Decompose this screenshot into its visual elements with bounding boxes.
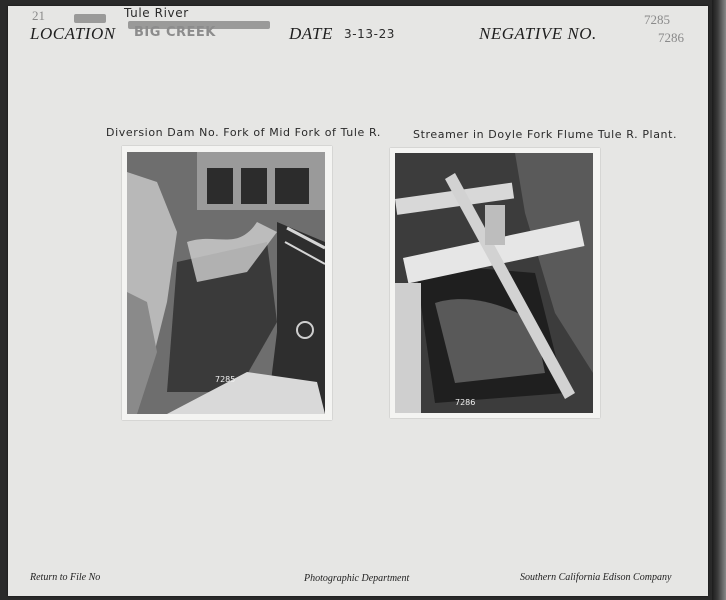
photo-mat-right [390,148,600,418]
photo-caption-left: Diversion Dam No. Fork of Mid Fork of Tule R. [106,126,381,139]
photo-mat-left [122,146,332,420]
film-edge [712,0,726,600]
dam-photo-image [127,152,325,414]
flume-photo [395,153,593,413]
footer-company: Southern California Edison Company [520,572,672,583]
right-negative-mark: 7286 [455,398,476,407]
dam-photo [127,152,325,414]
footer-return-to-file: Return to File No [30,572,101,583]
location-value: Tule River [124,6,189,20]
negative-number-1: 7285 [644,12,670,27]
negative-label: NEGATIVE NO. [479,24,597,43]
location-label: LOCATION [30,24,116,43]
footer-department: Photographic Department [304,573,410,584]
card-index-number: 21 [32,8,45,23]
flume-photo-image [395,153,593,413]
location-struck-text: BIG CREEK [134,25,216,40]
negative-number-2: 7286 [658,30,684,45]
left-negative-mark: 7285 [215,375,236,384]
date-label: DATE [289,24,333,43]
photo-record-card [8,6,708,596]
date-value: 3-13-23 [344,27,396,41]
photo-caption-right: Streamer in Doyle Fork Flume Tule R. Plant. [413,128,678,141]
redaction-mark [74,14,106,23]
